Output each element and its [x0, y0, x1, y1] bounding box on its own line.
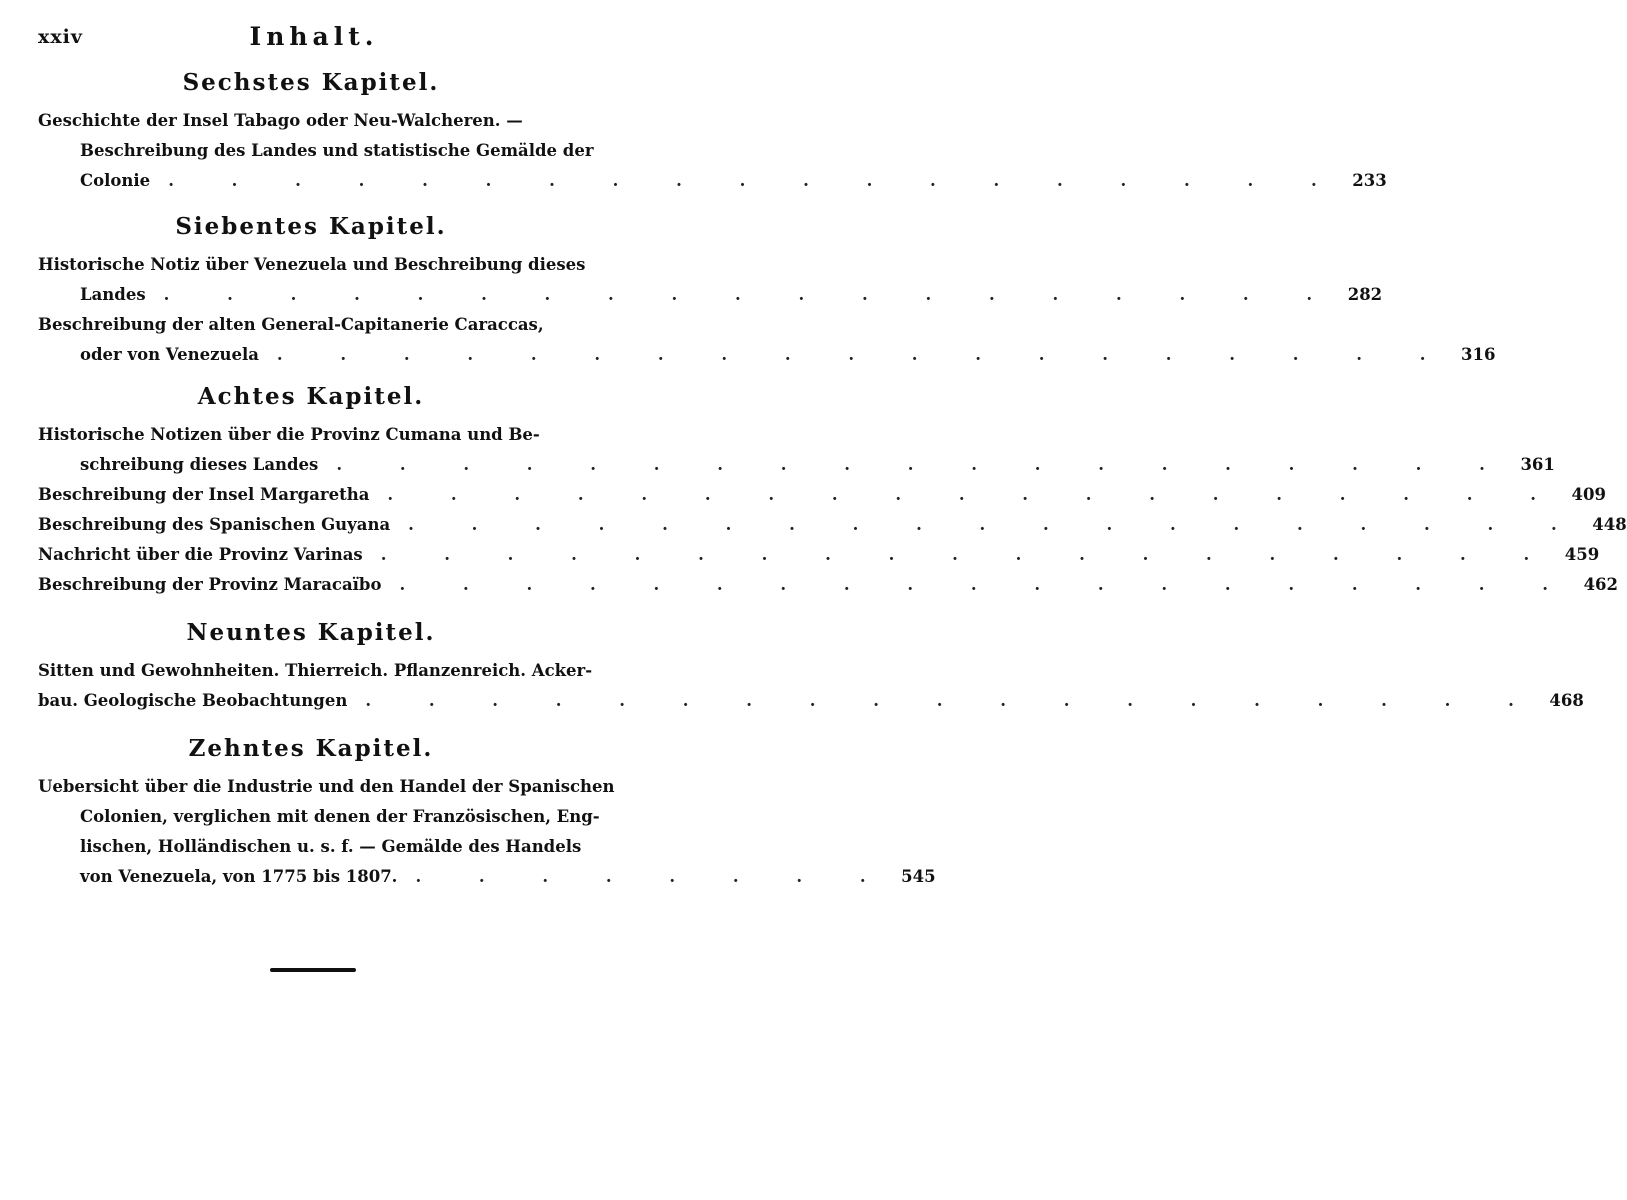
page-number: 361 [1520, 455, 1555, 474]
toc-entry [38, 420, 1555, 480]
chapter-section [38, 68, 1387, 196]
toc-entry [38, 480, 1606, 510]
page-number: 316 [1461, 345, 1496, 364]
running-head [38, 22, 590, 52]
chapter-title: Neuntes Kapitel. [186, 619, 436, 646]
page-number: 459 [1564, 545, 1600, 564]
entry-line: Colonien, verglichen mit denen der Französischen, Eng- [80, 807, 600, 826]
entry-leader-line [38, 480, 1606, 510]
entry-leader-line [38, 686, 1584, 716]
entry-leader-line [38, 280, 1383, 310]
entry-line: oder von Venezuela [80, 345, 259, 364]
dot-leader: . . . . . . . . . . . . . . . . . . . [387, 485, 1562, 504]
toc-entry [38, 570, 1619, 600]
chapter-title: Achtes Kapitel. [197, 383, 425, 410]
chapter-section [38, 382, 1627, 600]
toc-entry [38, 510, 1627, 540]
dot-leader: . . . . . . . . . . . . . . . . . . . [365, 691, 1540, 710]
dot-leader: . . . . . . . . . . . . . . . . . . . [380, 545, 1556, 564]
chapter-section [38, 734, 936, 892]
entry-line: bau. Geologische Beobachtungen [38, 691, 348, 710]
chapter-section [38, 618, 1584, 716]
dot-leader: . . . . . . . . . . . . . . . . . . . [399, 575, 1575, 594]
entry-line: von Venezuela, von 1775 bis 1807. [80, 867, 398, 886]
entry-leader-line [38, 862, 936, 892]
chapter-title: Sechstes Kapitel. [182, 69, 440, 96]
end-rule [270, 968, 356, 972]
entry-leader-line [38, 570, 1619, 600]
entry-leader-line [38, 450, 1555, 480]
page-number: 545 [901, 867, 936, 886]
page-number: 468 [1549, 691, 1584, 710]
toc-entry [38, 656, 1584, 716]
entry-line: Beschreibung der alten General-Capitanerie Caraccas, [38, 315, 544, 334]
page-number: 448 [1592, 515, 1627, 534]
entry-line: Nachricht über die Provinz Varinas [38, 545, 363, 564]
toc-entry [38, 106, 1387, 196]
entry-line: Colonie [80, 171, 151, 190]
dot-leader: . . . . . . . . [415, 867, 892, 886]
toc-entry [38, 250, 1383, 310]
entry-line: schreibung dieses Landes [80, 455, 319, 474]
page-number: 282 [1347, 285, 1383, 304]
entry-leader-line [38, 166, 1387, 196]
dot-leader: . . . . . . . . . . . . . . . . . . . [276, 345, 1452, 364]
page-title: Inhalt. [249, 22, 379, 51]
page-number: 233 [1352, 171, 1387, 190]
entry-leader-line [38, 510, 1627, 540]
entry-line: Sitten und Gewohnheiten. Thierreich. Pflanzenreich. Acker- [38, 661, 593, 680]
dot-leader: . . . . . . . . . . . . . . . . . . . [408, 515, 1583, 534]
chapter-title: Zehntes Kapitel. [188, 735, 434, 762]
entry-line: Beschreibung der Insel Margaretha [38, 485, 370, 504]
dot-leader: . . . . . . . . . . . . . . . . . . . [168, 171, 1343, 190]
entry-line: lischen, Holländischen u. s. f. — Gemälde des Handels [80, 837, 582, 856]
entry-line: Beschreibung der Provinz Maracaïbo [38, 575, 382, 594]
toc-entry [38, 540, 1600, 570]
entry-line: Landes [80, 285, 146, 304]
chapter-title: Siebentes Kapitel. [175, 213, 447, 240]
toc-entry [38, 310, 1496, 370]
entry-line: Uebersicht über die Industrie und den Handel der Spanischen [38, 777, 615, 796]
entry-line: Beschreibung des Landes und statistische Gemälde der [80, 141, 594, 160]
entry-line: Beschreibung des Spanischen Guyana [38, 515, 391, 534]
page-folio: xxiv [38, 26, 83, 48]
entry-leader-line [38, 340, 1496, 370]
entry-leader-line [38, 540, 1600, 570]
entry-line: Historische Notiz über Venezuela und Beschreibung dieses [38, 255, 586, 274]
toc-entry [38, 772, 936, 892]
page-number: 462 [1583, 575, 1619, 594]
dot-leader: . . . . . . . . . . . . . . . . . . . [163, 285, 1339, 304]
entry-line: Historische Notizen über die Provinz Cumana und Be- [38, 425, 540, 444]
dot-leader: . . . . . . . . . . . . . . . . . . . [336, 455, 1511, 474]
chapter-section [38, 212, 1496, 370]
page-number: 409 [1571, 485, 1606, 504]
entry-line: Geschichte der Insel Tabago oder Neu-Walcheren. — [38, 111, 523, 130]
